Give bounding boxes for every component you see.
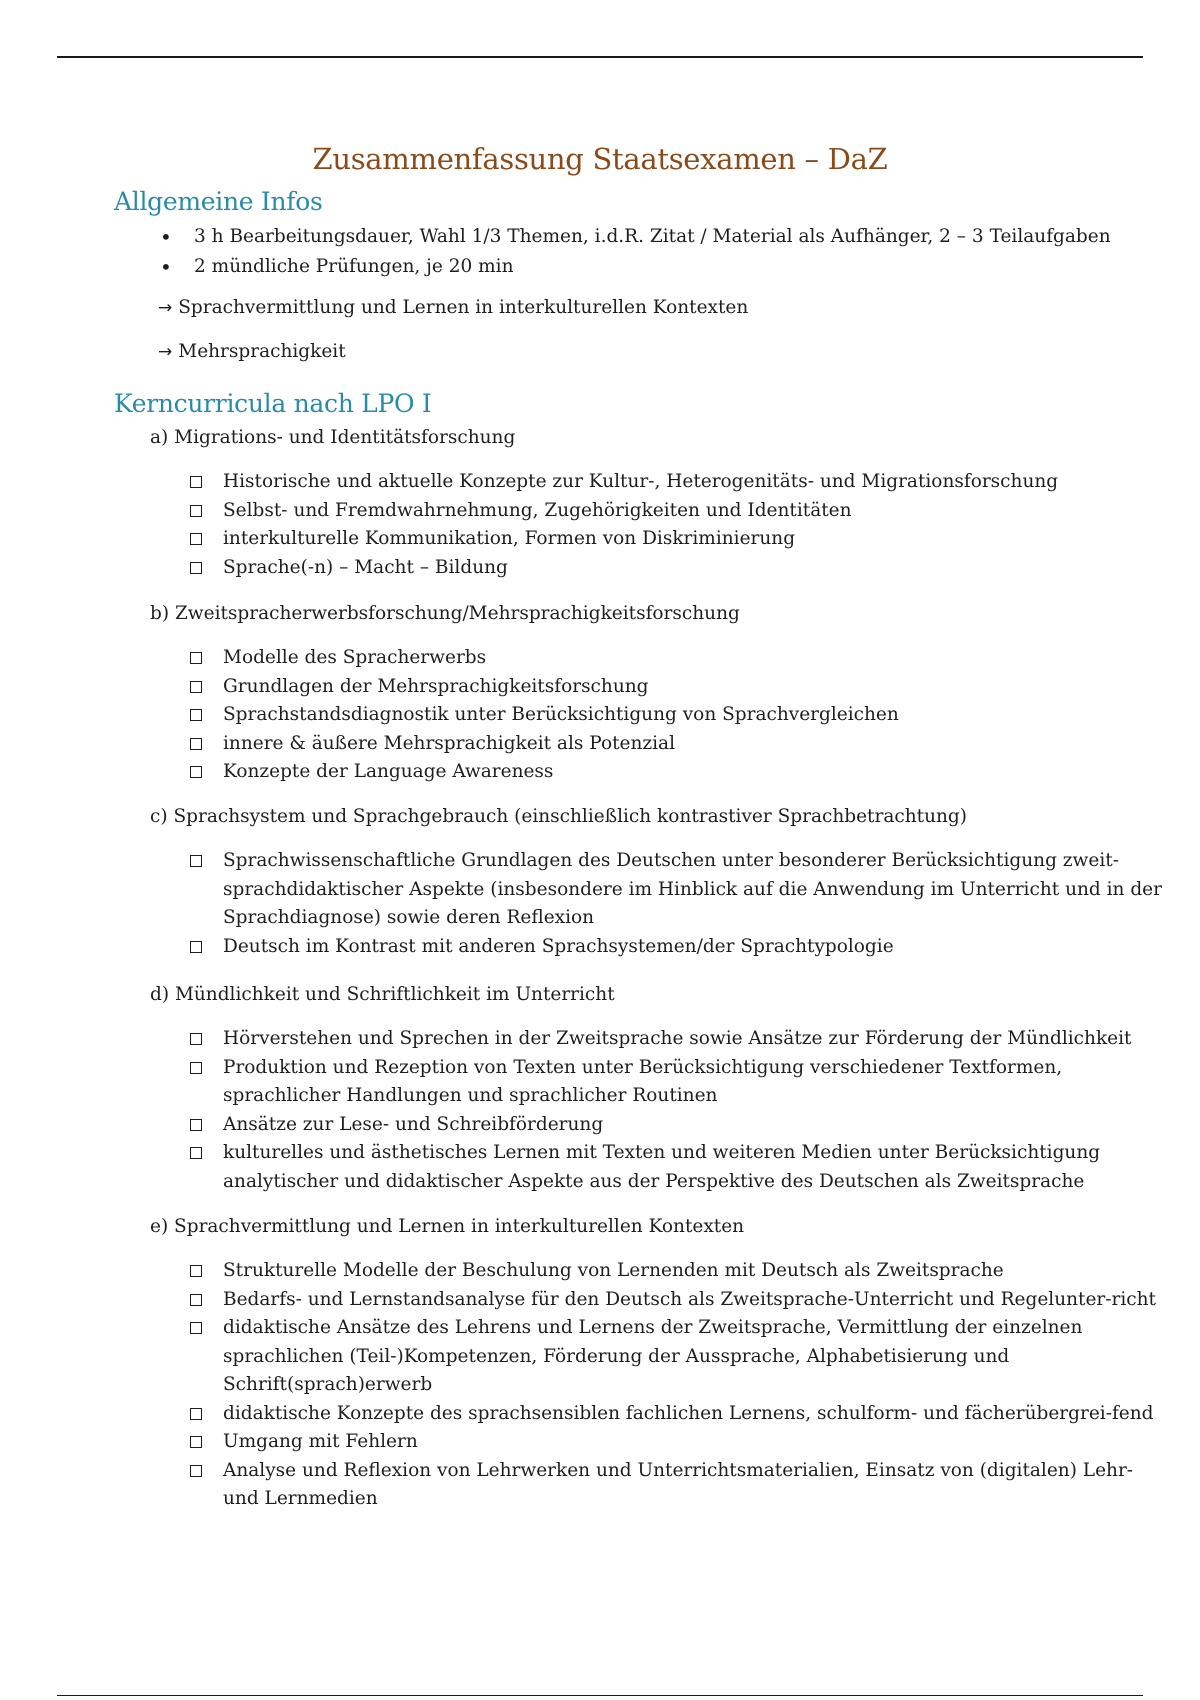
section-migration (150, 424, 1150, 582)
checkbox-list (150, 644, 1150, 787)
arrow-right-icon: → (158, 342, 173, 362)
checklist-item-text: didaktische Konzepte des sprachsensiblen fachlichen Lernens, schulform- und fächerübergrei-fend (223, 1402, 1154, 1424)
checkbox-list (150, 1257, 1156, 1514)
checklist-item-text: Hörverstehen und Sprechen in der Zweitsprache sowie Ansätze zur Förderung der Mündlichkeit (223, 1028, 1132, 1049)
info-bullet: • 2 mündliche Prüfungen, je 20 min (160, 252, 1111, 282)
section-title: a) Migrations- und Identitätsforschung (150, 427, 516, 448)
section-title: e) Sprachvermittlung und Lernen in interkulturellen Kontexten (150, 1216, 745, 1237)
checklist-item-text: Bedarfs- und Lernstandsanalyse für den Deutsch als Zweitsprache-Unterricht und Regelunter-richt (223, 1288, 1156, 1310)
arrow-note-text: Mehrsprachigkeit (178, 341, 346, 362)
checklist-item-text: Sprachwissenschaftliche Grundlagen des Deutschen unter besonderer Berücksichtigung zweit-sprachdidaktischer Aspekte (insbesondere im Hinblick auf die Anwendung im Unterricht und in der Sprachdiagnose) sowie deren Reflexion (223, 850, 1162, 928)
section-title: d) Mündlichkeit und Schriftlichkeit im Unterricht (150, 984, 615, 1005)
checkbox-icon (190, 1033, 202, 1045)
checkbox-icon (190, 533, 202, 545)
checkbox-icon (190, 476, 202, 488)
checkbox-icon (190, 941, 202, 953)
section-sprachvermittlung (150, 1213, 1156, 1514)
checkbox-icon (190, 709, 202, 721)
checkbox-icon (190, 1294, 202, 1306)
arrow-right-icon: → (158, 298, 173, 318)
checklist-item-text: Analyse und Reflexion von Lehrwerken und Unterrichtsmaterialien, Einsatz von (digitalen) Lehr- und Lernmedien (223, 1459, 1134, 1509)
checklist-item-text: didaktische Ansätze des Lehrens und Lernens der Zweitsprache, Vermittlung der einzelnen sprachlichen (Teil-)Kompetenzen, Förderung der Aussprache, Alphabetisierung und Schrift(sprach)erwerb (223, 1317, 1083, 1395)
checkbox-list (150, 1025, 1150, 1196)
checklist-item (150, 1314, 1163, 1400)
checkbox-icon (190, 652, 202, 664)
checklist-item-text: Umgang mit Fehlern (223, 1431, 418, 1452)
checklist-item (150, 1457, 1163, 1514)
checklist-item (150, 468, 1163, 497)
checklist-item (150, 1257, 1163, 1286)
checklist-item (150, 933, 1163, 962)
arrow-note (158, 297, 748, 318)
checkbox-icon (190, 1265, 202, 1277)
checklist-item-text: Deutsch im Kontrast mit anderen Sprachsystemen/der Sprachtypologie (223, 935, 894, 957)
checklist-item (150, 1139, 1163, 1196)
checkbox-icon (190, 1465, 202, 1477)
checklist-item-text: interkulturelle Kommunikation, Formen von Diskriminierung (223, 528, 796, 549)
checklist-item (150, 1286, 1163, 1315)
checklist-item (150, 525, 1163, 554)
info-bullet-list (160, 222, 1111, 282)
info-bullet: • 3 h Bearbeitungsdauer, Wahl 1/3 Themen, i.d.R. Zitat / Material als Aufhänger, 2 – 3 Teilaufgaben (160, 222, 1111, 252)
section-sprachsystem (150, 803, 1162, 961)
checklist-item (150, 673, 1163, 702)
checklist-item-text: Strukturelle Modelle der Beschulung von Lernenden mit Deutsch als Zweitsprache (223, 1260, 1004, 1281)
checklist-item-text: Produktion und Rezeption von Texten unter Berücksichtigung verschiedener Textformen, sprachlicher Handlungen und sprachlicher Routinen (223, 1056, 1063, 1106)
arrow-note-text: Sprachvermittlung und Lernen in interkulturellen Kontexten (178, 297, 749, 318)
heading-allgemeine-infos: Allgemeine Infos (114, 187, 323, 216)
checklist-item-text: Konzepte der Language Awareness (223, 761, 554, 782)
checklist-item (150, 1054, 1163, 1111)
checkbox-icon (190, 1147, 202, 1159)
checkbox-icon (190, 1408, 202, 1420)
checkbox-icon (190, 1436, 202, 1448)
checklist-item (150, 847, 1163, 933)
checklist-item-text: Ansätze zur Lese- und Schreibförderung (223, 1113, 604, 1135)
checklist-item (150, 1400, 1163, 1429)
checkbox-icon (190, 1119, 202, 1131)
checklist-item (150, 1111, 1163, 1140)
checkbox-icon (190, 766, 202, 778)
checklist-item (150, 701, 1163, 730)
checklist-item-text: kulturelles und ästhetisches Lernen mit Texten und weiteren Medien unter Berücksichtigung analytischer und didaktischer Aspekte aus der Perspektive des Deutschen als Zweitsprache (223, 1142, 1101, 1192)
checkbox-icon (190, 1322, 202, 1334)
checkbox-list (150, 468, 1150, 582)
checklist-item (150, 497, 1163, 526)
header-rule (57, 56, 1143, 58)
checklist-item-text: innere & äußere Mehrsprachigkeit als Potenzial (223, 732, 675, 754)
document-title: Zusammenfassung Staatsexamen – DaZ (312, 142, 888, 176)
section-muendlichkeit (150, 981, 1150, 1196)
checklist-item-text: Grundlagen der Mehrsprachigkeitsforschung (223, 675, 649, 697)
checkbox-icon (190, 681, 202, 693)
footer-rule (57, 1695, 1143, 1696)
heading-kerncurricula: Kerncurricula nach LPO I (114, 389, 432, 418)
checkbox-icon (190, 562, 202, 574)
arrow-note (158, 341, 346, 362)
checkbox-icon (190, 855, 202, 867)
section-title: b) Zweitspracherwerbsforschung/Mehrsprachigkeitsforschung (150, 603, 740, 624)
checklist-item (150, 1428, 1163, 1457)
section-zweitspracherwerb (150, 600, 1150, 787)
checklist-item-text: Historische und aktuelle Konzepte zur Kultur-, Heterogenitäts- und Migrationsforschung (223, 471, 1059, 492)
checklist-item (150, 1025, 1163, 1054)
checklist-item-text: Sprachstandsdiagnostik unter Berücksichtigung von Sprachvergleichen (223, 704, 899, 725)
checklist-item (150, 758, 1163, 787)
section-title: c) Sprachsystem und Sprachgebrauch (einschließlich kontrastiver Sprachbetrachtung) (150, 806, 967, 827)
checklist-item (150, 644, 1163, 673)
checkbox-icon (190, 505, 202, 517)
checkbox-icon (190, 1062, 202, 1074)
checklist-item-text: Sprache(-n) – Macht – Bildung (223, 556, 508, 578)
checklist-item-text: Modelle des Spracherwerbs (223, 647, 487, 668)
checklist-item (150, 730, 1163, 759)
checkbox-icon (190, 738, 202, 750)
checkbox-list (150, 847, 1162, 961)
checklist-item-text: Selbst- und Fremdwahrnehmung, Zugehörigkeiten und Identitäten (223, 499, 852, 521)
checklist-item (150, 554, 1163, 583)
